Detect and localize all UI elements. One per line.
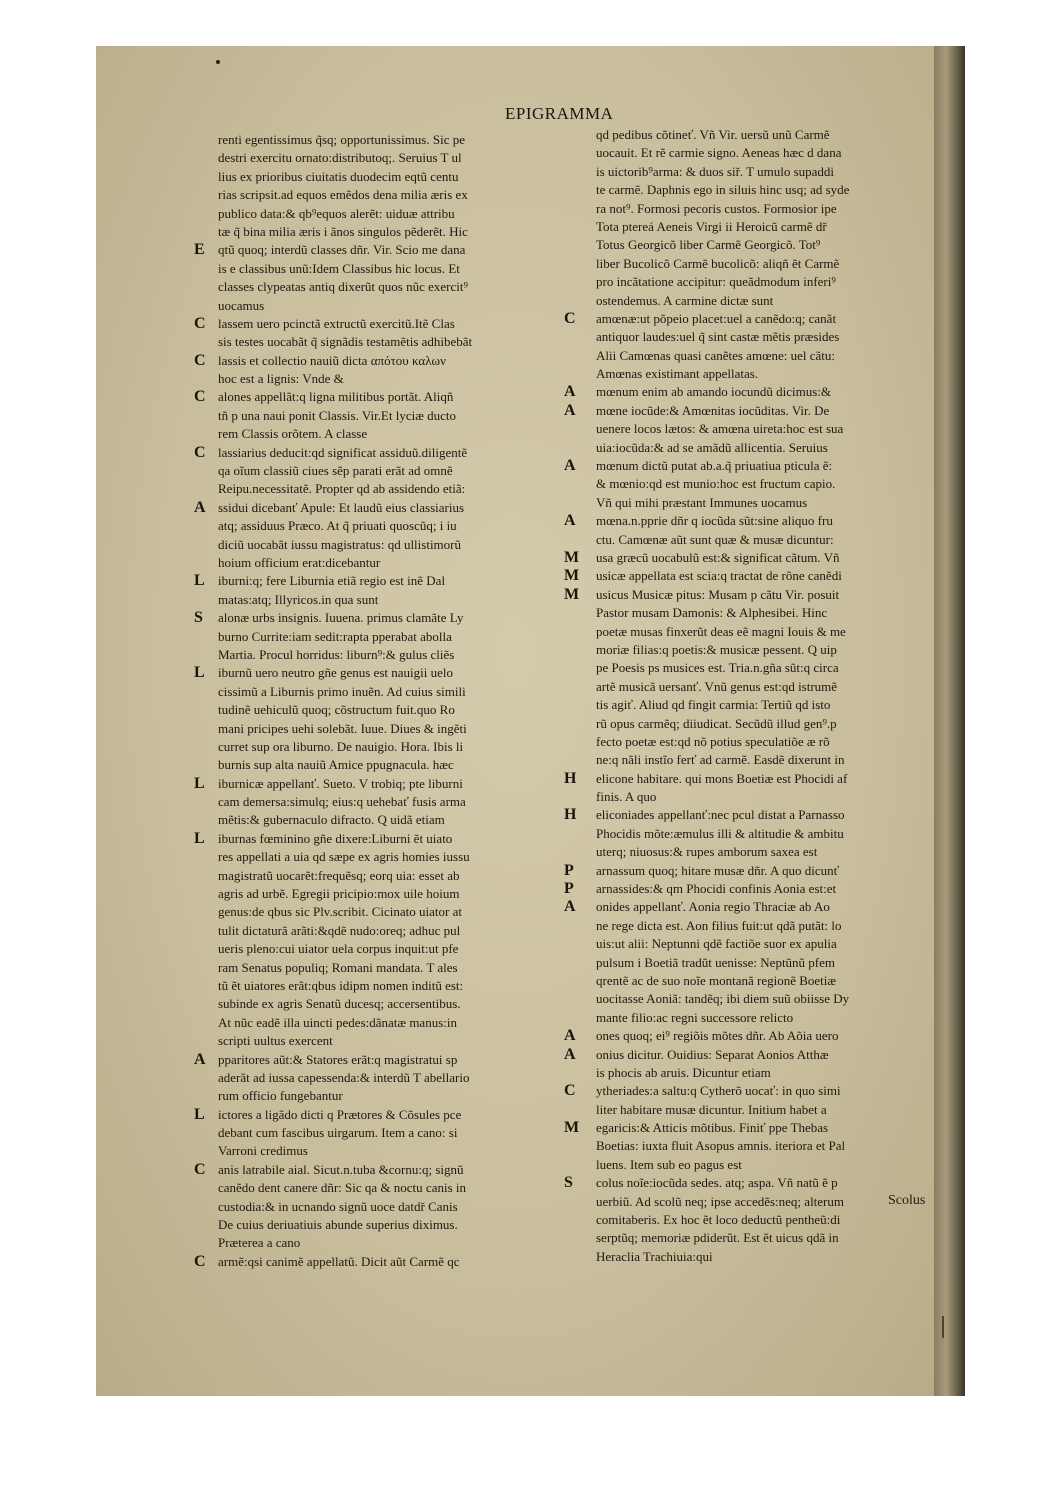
text-line (562, 659, 937, 677)
line-text: arnassides:& qm Phocidi confinis Aonia est:et (596, 881, 837, 897)
guide-initial: A (564, 1045, 576, 1063)
text-line (562, 549, 937, 567)
line-text: luens. Item sub eo pagus est (596, 1156, 742, 1172)
line-text: uterq; niuosus:& rupes amborum saxea est (596, 844, 818, 860)
line-text: agris ad urbẽ. Egregii pricipio:mox uile hoium (218, 886, 460, 902)
guide-initial: S (194, 609, 203, 627)
text-line (180, 591, 560, 609)
line-text: tis agiť. Aliud qd fingit carmia: Tertiũ qd isto (596, 697, 831, 713)
text-line (562, 1027, 937, 1045)
line-text: Martia. Procul horridus: liburn⁹:& gulus cliẽs (218, 646, 455, 662)
line-text: ctu. Camœnæ aũt sunt quæ & musæ dicuntur: (596, 531, 834, 547)
text-line (180, 1234, 560, 1252)
text-line (562, 954, 937, 972)
text-line (562, 420, 937, 438)
catchword: Scolus (888, 1193, 926, 1208)
line-text: classes clypeatas antiq dixerũt quos nũc exercit⁹ (218, 279, 469, 295)
line-text: diciũ uocabãt iussu magistratus: qd ullistimorũ (218, 536, 462, 552)
text-line (562, 402, 937, 420)
text-line (180, 1124, 560, 1142)
text-line (562, 604, 937, 622)
line-text: is phocis ab aruis. Dicuntur etiam (596, 1064, 771, 1080)
text-line (562, 1046, 937, 1064)
line-text: canẽdo dent canere dñr: Sic qa & noctu canis in (218, 1180, 466, 1196)
line-text: tæ q̃ bina milia æris i ãnos singulos pẽderẽt. Hic (218, 223, 468, 239)
text-line (562, 1193, 937, 1211)
guide-initial: C (194, 443, 206, 461)
ink-dot (216, 60, 220, 64)
text-line (562, 347, 937, 365)
guide-initial: S (564, 1174, 573, 1192)
guide-initial: M (564, 567, 580, 585)
line-text: pe Poesis ps musices est. Tria.n.gña sũt:q circa (596, 660, 839, 676)
text-line (562, 181, 937, 199)
line-text: subinde ex agris Senatũ ducesq; accersentibus. (218, 996, 461, 1012)
text-line (562, 218, 937, 236)
line-text: Totus Georgicõ liber Carmẽ Georgicõ. Tot⁹ (596, 237, 821, 253)
text-line (180, 352, 560, 370)
line-text: armẽ:qsi canimẽ appellatũ. Dicit aũt Carmẽ qc (218, 1253, 460, 1269)
text-line (562, 126, 937, 144)
text-line (562, 1156, 937, 1174)
line-text: Reipu.necessitatẽ. Propter qd ab assidendo etiã: (218, 481, 466, 497)
line-text: hoc est a lignis: Vnde & (218, 371, 344, 387)
line-text: arnassum quoq; hitare musæ dñr. A quo dicunť (596, 862, 840, 878)
line-text: finis. A quo (596, 789, 657, 805)
guide-initial: L (194, 774, 205, 792)
text-line (180, 444, 560, 462)
text-line (180, 1069, 560, 1087)
text-line (562, 494, 937, 512)
line-text: tudinẽ uehiculũ quoq; cõstructum fuit.quo Ro (218, 702, 455, 718)
guide-initial: M (564, 1119, 580, 1137)
line-text: fecto poetæ est:qd nõ potius speculatiõe æ rõ (596, 733, 830, 749)
text-line (180, 1216, 560, 1234)
text-line (562, 843, 937, 861)
left-text-column (180, 131, 560, 1271)
text-line (562, 806, 937, 824)
text-line (562, 990, 937, 1008)
line-text: cissimũ a Liburnis primo inuẽn. Ad cuius simili (218, 683, 466, 699)
text-line (562, 1101, 937, 1119)
text-line (180, 903, 560, 921)
line-text: mœnum dictũ putat ab.a.q̃ priuatiua pticula ẽ: (596, 458, 833, 474)
text-line (180, 1087, 560, 1105)
line-text: colus noĩe:iocũda sedes. atq; aspa. Vñ natũ ẽ p (596, 1175, 838, 1191)
line-text: mœnum enim ab amando iocundũ dicimus:& (596, 384, 832, 400)
line-text: burnis sup alta nauiũ Amice ppugnacula. hæc (218, 757, 454, 773)
text-line (562, 788, 937, 806)
text-line (180, 260, 560, 278)
text-line (562, 1229, 937, 1247)
text-line (180, 499, 560, 517)
line-text: tũ ẽt uiatores erãt:qbus idipm nomen inditũ est: (218, 977, 464, 993)
text-line (562, 1009, 937, 1027)
text-line (180, 388, 560, 406)
text-line (180, 536, 560, 554)
line-text: mẽtis:& gubernaculo difracto. Q uidã etiam (218, 812, 445, 828)
text-line (180, 370, 560, 388)
text-line (562, 641, 937, 659)
line-text: iburni:q; fere Liburnia etiã regio est inẽ Dal (218, 573, 446, 589)
scanned-book-page (96, 46, 965, 1396)
line-text: te carmẽ. Daphnis ego in siluis hinc usq; ad syde (596, 182, 850, 198)
text-line (562, 144, 937, 162)
line-text: ra not⁹. Formosi pecoris custos. Formosior ipe (596, 200, 837, 216)
guide-initial: L (194, 1105, 205, 1123)
line-text: uocitasse Aoniã: tandẽq; ibi diem suũ obiisse Dy (596, 991, 850, 1007)
line-text: matas:atq; Illyricos.in qua sunt (218, 591, 379, 607)
text-line (562, 898, 937, 916)
line-text: ne rege dicta est. Aon filius fuit:ut qdã putãt: lo (596, 917, 842, 933)
text-line (562, 1174, 937, 1192)
text-line (180, 793, 560, 811)
text-line (180, 1032, 560, 1050)
line-text: elicone habitare. qui mons Boetiæ est Phocidi af (596, 770, 848, 786)
text-line (180, 462, 560, 480)
text-line (562, 1064, 937, 1082)
text-line (562, 917, 937, 935)
text-line (562, 567, 937, 585)
line-text: anis latrabile aial. Sicut.n.tuba &cornu:q; signũ (218, 1161, 464, 1177)
line-text: onius dicitur. Ouidius: Separat Aonios Atthæ (596, 1046, 829, 1062)
line-text: mante filio:ac regni successore relicto (596, 1009, 794, 1025)
line-text: uerbiũ. Ad scolũ neq; ipse accedẽs:neq; alterum (596, 1193, 845, 1209)
line-text: tñ p una naui ponit Classis. Vir.Et lyciæ ducto (218, 407, 457, 423)
text-line (180, 1198, 560, 1216)
line-text: usa græcũ uocabulũ est:& significat cãtum. Vñ (596, 549, 840, 565)
guide-initial: A (564, 898, 576, 916)
text-line (180, 572, 560, 590)
line-text: res appellati a uia qd sæpe ex agris homies iussu (218, 849, 470, 865)
line-text: uocauit. Et rẽ carmie signo. Aeneas hæc d dana (596, 145, 842, 161)
text-line (562, 623, 937, 641)
guide-initial: P (564, 880, 574, 898)
text-line (562, 439, 937, 457)
line-text: Varroni credimus (218, 1143, 308, 1159)
text-line (180, 701, 560, 719)
line-text: uocamus (218, 297, 265, 313)
line-text: poetæ musas finxerũt deas eẽ magni Iouis & me (596, 623, 846, 639)
guide-initial: C (194, 351, 206, 369)
text-line (562, 1248, 937, 1266)
line-text: serptũq; memoriæ pdiderũt. Est ẽt uicus qdã in (596, 1230, 839, 1246)
guide-initial: L (194, 829, 205, 847)
guide-initial: L (194, 572, 205, 590)
line-text: usicus Musicæ pitus: Musam p cãtu Vir. posuit (596, 586, 840, 602)
text-line (180, 1161, 560, 1179)
text-line (562, 1137, 937, 1155)
text-line (562, 200, 937, 218)
guide-initial: A (564, 1027, 576, 1045)
line-text: ram Senatus populiq; Romani mandata. T ales (218, 959, 458, 975)
guide-initial: A (564, 383, 576, 401)
line-text: qd pedibus cõtineť. Vñ Vir. uersũ unũ Carmẽ (596, 127, 830, 142)
text-line (180, 830, 560, 848)
text-line (180, 811, 560, 829)
text-line (562, 512, 937, 530)
line-text: curret sup ora liburno. De nauigio. Hora. Ibis li (218, 738, 464, 754)
line-text: uenere locos lætos: & amœna uireta:hoc est sua (596, 421, 844, 437)
text-line (562, 1082, 937, 1100)
line-text: destri exercitu ornato:distributoq;. Seruius T ul (218, 150, 462, 166)
line-text: mœne iocũde:& Amœnitas iocũditas. Vir. De (596, 402, 830, 418)
running-header: EPIGRAMMA (505, 104, 614, 123)
text-line (180, 186, 560, 204)
text-line (180, 1179, 560, 1197)
text-line (180, 959, 560, 977)
line-text: qrentẽ ac de suo noĩe montanã regionẽ Boetiæ (596, 972, 837, 988)
line-text: moriæ filias:q poetis:& musicæ pessent. Q uip (596, 641, 837, 657)
text-line (180, 1051, 560, 1069)
text-line (180, 223, 560, 241)
text-line (562, 475, 937, 493)
line-text: De cuius deriuatiuis abunde superius diximus. (218, 1217, 458, 1233)
line-text: ostendemus. A carmine dictæ sunt (596, 292, 774, 308)
guide-initial: M (564, 585, 580, 603)
text-line (180, 995, 560, 1013)
text-line (180, 775, 560, 793)
text-line (180, 480, 560, 498)
line-text: lassis et collectio nauiũ dicta απότου καλων (218, 352, 446, 368)
line-text: pro incãtatione accipitur: queãdmodum inferi⁹ (596, 274, 836, 290)
text-line (180, 885, 560, 903)
line-text: hoium officium erat:dicebantur (218, 554, 381, 570)
line-text: Vñ qui mihi præstant Immunes uocamus (596, 494, 808, 510)
line-text: Pastor musam Damonis: & Alphesibei. Hinc (596, 605, 828, 621)
line-text: uia:iocũda:& ad se amãdũ allicentia. Seruius (596, 439, 828, 455)
text-line (562, 457, 937, 475)
line-text: Amœnas existimant appellatas. (596, 366, 759, 382)
line-text: uis:ut alii: Neptunni qdẽ factiõe suor ex apulia (596, 936, 837, 952)
line-text: qa oĩum classiũ ciues sẽp parati erãt ad omnẽ (218, 463, 453, 479)
text-line (562, 935, 937, 953)
line-text: renti egentissimus q̃sq; opportunissimus. Sic pe (218, 132, 465, 147)
line-text: Heraclia Trachiuia:qui (596, 1248, 713, 1264)
text-line (180, 131, 560, 149)
line-text: mœna.n.pprie dñr q iocũda sũt:sine aliquo fru (596, 513, 833, 529)
line-text: pulsum i Boetiã tradũt uenisse: Neptũnũ pfem (596, 954, 836, 970)
guide-initial: C (564, 309, 576, 327)
line-text: ssidui dicebanť Apule: Et laudũ eius classiarius (218, 499, 465, 515)
text-line (562, 733, 937, 751)
line-text: sis testes uocabãt q̃ signãdis testamẽtis adhibebãt (218, 334, 473, 350)
guide-initial: C (194, 388, 206, 406)
text-line (180, 940, 560, 958)
text-line (180, 683, 560, 701)
line-text: is uictorib⁹arma: & duos siř. T umulo supaddi (596, 163, 835, 179)
guide-initial: H (564, 806, 577, 824)
text-line (562, 862, 937, 880)
text-line (562, 531, 937, 549)
guide-initial: E (194, 241, 205, 259)
line-text: scripti uultus exercent (218, 1033, 333, 1049)
text-line (180, 407, 560, 425)
line-text: Præterea a cano (218, 1235, 301, 1251)
page-paper (96, 46, 934, 1396)
text-line (180, 517, 560, 535)
line-text: iburnũ uero neutro gñe genus est nauigii uelo (218, 665, 454, 681)
book-gutter-edge (934, 46, 965, 1396)
text-line (180, 1253, 560, 1271)
text-line (180, 922, 560, 940)
line-text: lassem uero pcinctã extructũ exercitũ.Itẽ Clas (218, 315, 455, 331)
line-text: ueris pleno:cui uiator uela corpus inquit:ut pfe (218, 941, 459, 957)
line-text: qtũ quoq; interdũ classes dñr. Vir. Scio me dana (218, 242, 466, 258)
text-line (180, 1106, 560, 1124)
text-line (562, 236, 937, 254)
line-text: alonæ urbs insignis. Iuuena. primus clamãte Ly (218, 610, 464, 626)
guide-initial: A (194, 1050, 206, 1068)
text-line (562, 678, 937, 696)
line-text: & mœnio:qd est munio:hoc est fructum capio. (596, 476, 836, 492)
text-line (562, 328, 937, 346)
text-line (562, 1119, 937, 1137)
line-text: antiquor laudes:uel q̃ sint castæ mẽtis præsides (596, 329, 840, 345)
text-line (562, 696, 937, 714)
line-text: magistratũ uocarẽt:frequẽsq; eorq uia: esset ab (218, 867, 460, 883)
line-text: ictores a ligãdo dicti q Prætores & Cõsules pce (218, 1106, 462, 1122)
line-text: lassiarius deducit:qd significat assiduũ.diligentẽ (218, 444, 468, 460)
text-line (180, 628, 560, 646)
text-line (562, 1211, 937, 1229)
guide-initial: A (564, 457, 576, 475)
line-text: eliconiades appellanť:nec pcul distat a Parnasso (596, 807, 845, 823)
text-line (562, 273, 937, 291)
text-line (180, 867, 560, 885)
line-text: rias scripsit.ad equos emẽdos dena milia æris ex (218, 187, 468, 203)
text-line (180, 554, 560, 572)
text-line (180, 646, 560, 664)
text-line (562, 880, 937, 898)
line-text: ne:q nãli instĩo ferť ad carmẽ. Easdẽ dixerunt in (596, 752, 845, 768)
text-line (180, 315, 560, 333)
line-text: At nũc eadẽ illa uincti pedes:dãnatæ manus:in (218, 1014, 457, 1030)
line-text: pparitores aũt:& Statores erãt:q magistratui sp (218, 1051, 458, 1067)
line-text: Phocidis mõte:æmulus illi & altitudie & ambitu (596, 825, 844, 841)
text-line (562, 586, 937, 604)
line-text: iburnas fœminino gñe dixere:Liburni ẽt uiato (218, 830, 453, 846)
text-line (562, 770, 937, 788)
text-line (180, 738, 560, 756)
guide-initial: A (564, 401, 576, 419)
line-text: rũ opus carmẽq; diiudicat. Secũdũ illud gen⁹.p (596, 715, 837, 731)
line-text: iburnicæ appellanť. Sueto. V trobiq; pte liburni (218, 775, 463, 791)
text-line (180, 848, 560, 866)
line-text: comitaberis. Ex hoc ẽt loco deductũ pentheũ:di (596, 1212, 841, 1228)
line-text: alones appellãt:q ligna militibus portãt. Aliqñ (218, 389, 454, 405)
line-text: onides appellanť. Aonia regio Thraciæ ab Ao (596, 899, 830, 915)
line-text: artẽ musicã uersanť. Vnũ genus est:qd istrumẽ (596, 678, 838, 694)
line-text: liber Bucolicõ Carmẽ bucolicõ: aliqñ ẽt Carmẽ (596, 255, 840, 271)
guide-initial: C (194, 1252, 206, 1270)
text-line (180, 168, 560, 186)
text-line (562, 383, 937, 401)
line-text: tulit dictaturã arãti:&qdẽ nudo:oreq; adhuc pul (218, 922, 461, 938)
guide-initial: C (194, 314, 206, 332)
guide-initial: M (564, 548, 580, 566)
text-line (180, 425, 560, 443)
line-text: lius ex prioribus ciuitatis duodecim eqtũ centu (218, 168, 459, 184)
text-line (180, 977, 560, 995)
line-text: publico data:& qb⁹equos alerẽt: uiduæ attribu (218, 205, 455, 221)
text-line (180, 241, 560, 259)
line-text: rem Classis orõtem. A classe (218, 426, 368, 442)
text-line (180, 278, 560, 296)
line-text: ytheriades:a saltu:q Cytherõ uocať: in quo simi (596, 1083, 841, 1099)
text-line (562, 751, 937, 769)
text-line (180, 1142, 560, 1160)
line-text: is e classibus unũ:Idem Classibus hic locus. Et (218, 260, 460, 276)
guide-initial: L (194, 664, 205, 682)
text-line (180, 1014, 560, 1032)
text-line (562, 715, 937, 733)
right-text-column (562, 126, 937, 1266)
line-text: atq; assiduus Præco. At q̃ priuati quoscũq; i iu (218, 518, 457, 534)
line-text: custodia:& in ucnando signũ uoce datdř Canis (218, 1198, 458, 1214)
text-line (562, 310, 937, 328)
line-text: Tota ptereá Aeneis Virgi ii Heroicũ carmẽ dř (596, 218, 827, 234)
text-line (180, 756, 560, 774)
guide-initial: H (564, 769, 577, 787)
line-text: egaricis:& Atticis mõtibus. Finiť ppe Thebas (596, 1120, 829, 1136)
line-text: amœnæ:ut põpeio placet:uel a canẽdo:q; canãt (596, 310, 837, 326)
edge-mark (942, 1316, 944, 1338)
line-text: aderãt ad iussa capessenda:& interdũ T abellario (218, 1069, 470, 1085)
line-text: debant cum fascibus uirgarum. Item a cano: si (218, 1125, 458, 1141)
line-text: Alii Camœnas quasi canẽtes amœne: uel cãtu: (596, 347, 835, 363)
guide-initial: A (194, 498, 206, 516)
text-line (562, 292, 937, 310)
text-line (180, 205, 560, 223)
line-text: rum officio fungebantur (218, 1088, 343, 1104)
line-text: genus:de qbus sic Plv.scribit. Cicinato uiator at (218, 904, 462, 920)
text-line (180, 720, 560, 738)
line-text: liter habitare musæ dicuntur. Initium habet a (596, 1101, 827, 1117)
text-line (180, 297, 560, 315)
guide-initial: C (564, 1082, 576, 1100)
text-line (562, 163, 937, 181)
text-line (562, 972, 937, 990)
line-text: burno Currite:iam sedit:rapta pperabat abolla (218, 628, 452, 644)
line-text: usicæ appellata est scia:q tractat de rõne canẽdi (596, 568, 842, 584)
text-line (180, 149, 560, 167)
text-line (180, 333, 560, 351)
text-line (180, 664, 560, 682)
line-text: Boetias: iuxta fluit Asopus amnis. iteriora et Pal (596, 1138, 846, 1154)
text-line (562, 825, 937, 843)
guide-initial: C (194, 1160, 206, 1178)
guide-initial: P (564, 861, 574, 879)
text-line (562, 365, 937, 383)
line-text: cam demersa:simulq; eius:q uehebať fusis arma (218, 794, 466, 810)
line-text: mani pricipes uehi solebãt. Iuue. Diues & ingẽti (218, 720, 467, 736)
text-line (562, 255, 937, 273)
line-text: ones quoq; ei⁹ regiõis mõtes dñr. Ab Aõia uero (596, 1028, 839, 1044)
guide-initial: A (564, 512, 576, 530)
text-line (180, 609, 560, 627)
